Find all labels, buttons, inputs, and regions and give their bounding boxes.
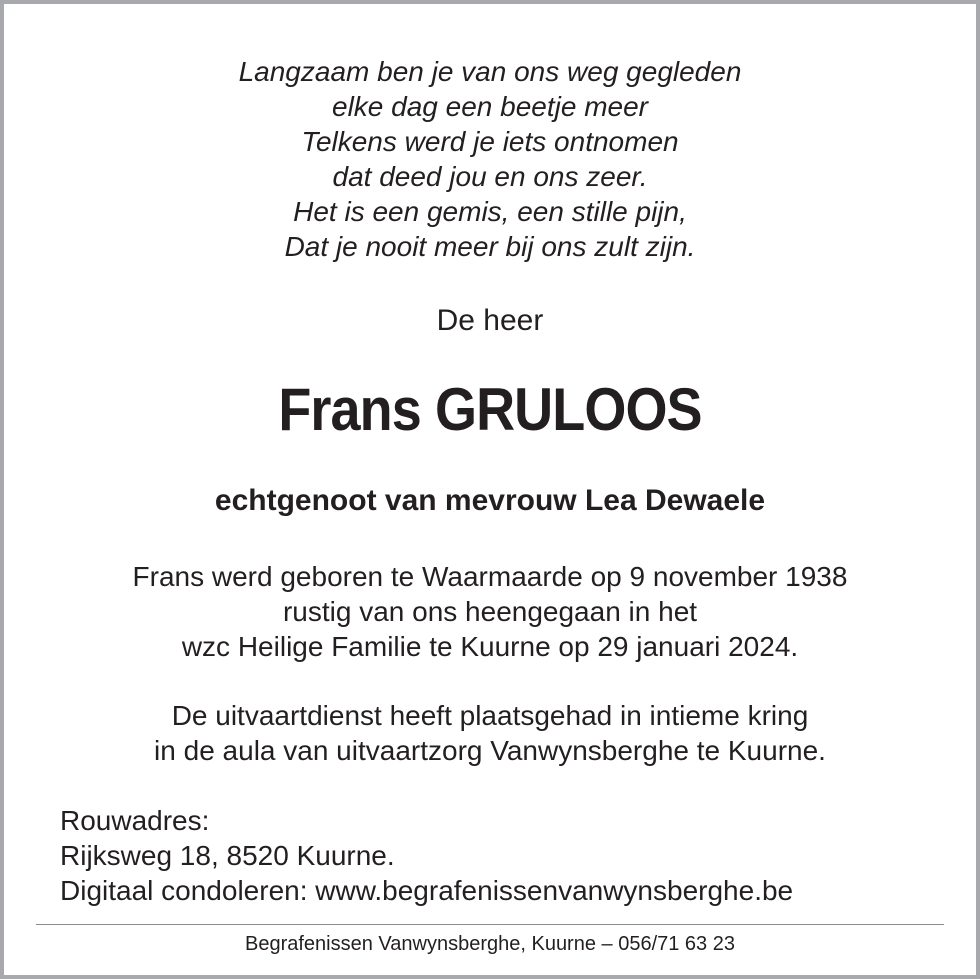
funeral-home-footer: Begrafenissen Vanwynsberghe, Kuurne – 056/71 63 23: [245, 933, 735, 955]
bio-line: Frans werd geboren te Waarmaarde op 9 november 1938: [132, 561, 848, 592]
poem-line: Dat je nooit meer bij ons zult zijn.: [284, 231, 696, 262]
spouse-line: echtgenoot van mevrouw Lea Dewaele: [214, 484, 766, 517]
address-street: Rijksweg 18, 8520 Kuurne.: [60, 840, 395, 871]
poem-line: elke dag een beetje meer: [332, 91, 648, 122]
poem-line: Langzaam ben je van ons weg gegleden: [238, 56, 742, 87]
condolence-line: Digitaal condoleren: www.begrafenissenvanwynsberghe.be: [60, 875, 794, 906]
mourning-address: [60, 803, 793, 908]
funeral-service: [0, 698, 980, 768]
service-line: in de aula van uitvaartzorg Vanwynsberghe te Kuurne.: [154, 735, 826, 766]
poem: [0, 54, 980, 264]
poem-line: Telkens werd je iets ontnomen: [301, 126, 679, 157]
address-label: Rouwadres:: [60, 805, 210, 836]
honorific: De heer: [436, 304, 544, 337]
poem-line: Het is een gemis, een stille pijn,: [293, 196, 687, 227]
bio-line: rustig van ons heengegaan in het: [282, 596, 698, 627]
bio-line: wzc Heilige Familie te Kuurne op 29 januari 2024.: [181, 631, 799, 662]
poem-line: dat deed jou en ons zeer.: [332, 161, 648, 192]
footer-divider: [36, 924, 944, 925]
deceased-name: Frans GRULOOS: [278, 376, 702, 443]
service-line: De uitvaartdienst heeft plaatsgehad in intieme kring: [171, 700, 809, 731]
biography: [0, 559, 980, 664]
